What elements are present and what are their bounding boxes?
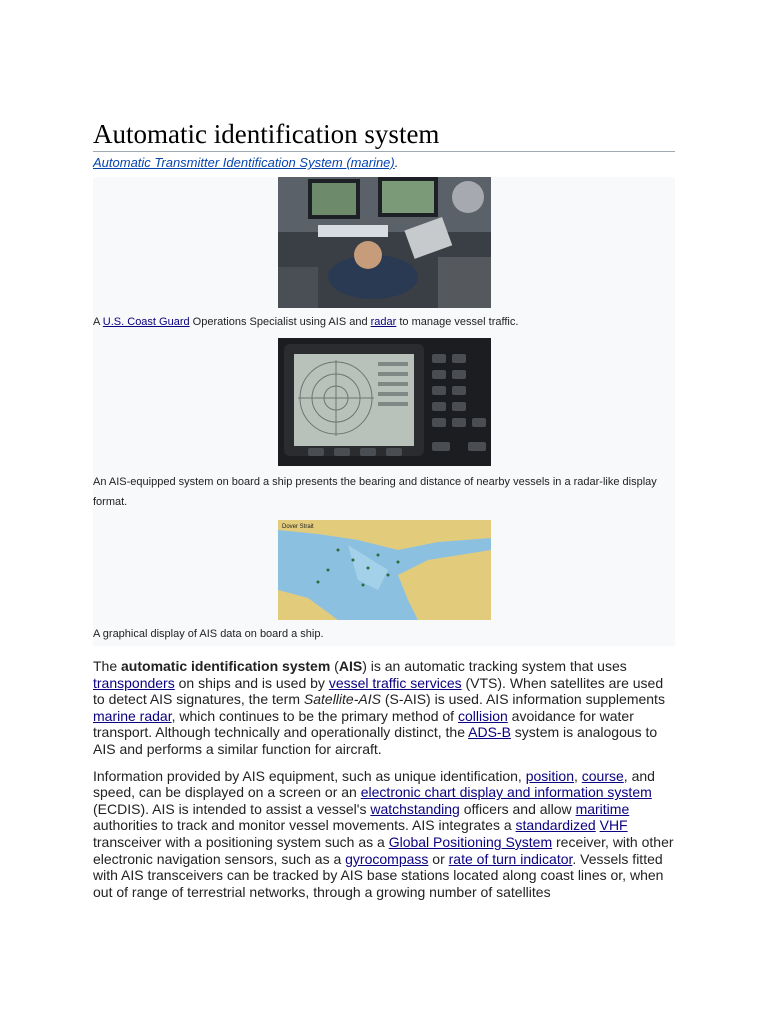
marine-radar-link[interactable]: marine radar	[93, 707, 172, 724]
gps-link[interactable]: Global Positioning System	[388, 833, 553, 850]
radar-link[interactable]: radar	[370, 316, 397, 328]
hatnote: Automatic Transmitter Identification System (marine).	[93, 155, 399, 170]
position-link[interactable]: position	[525, 767, 574, 784]
figure-gallery	[93, 177, 675, 646]
article	[93, 118, 675, 900]
collision-link[interactable]: collision	[457, 707, 508, 724]
ads-b-link[interactable]: ADS-B	[468, 724, 511, 741]
course-link[interactable]: course	[581, 767, 624, 784]
hatnote-link[interactable]: Automatic Transmitter Identification System (marine)	[93, 155, 395, 170]
gyrocompass-link[interactable]: gyrocompass	[345, 850, 429, 867]
figure-ais-chart	[93, 520, 675, 644]
watchstanding-link[interactable]: watchstanding	[370, 800, 460, 817]
uscg-operations-photo[interactable]	[278, 177, 491, 308]
figure-caption: A graphical display of AIS data on board a ship.	[93, 628, 324, 640]
paragraph-info: Information provided by AIS equipment, such as unique identification, position, course, and speed, can be displayed on a screen or an electronic chart display and information system (ECDIS). AIS is intended to assist a vessel's watchstanding officers and allow maritime authorities to track and monitor vessel movements. AIS integrates a standardized VHF transceiver with a positioning system such as a Global Positioning System receiver, with other electronic navigation sensors, such as a gyrocompass or rate of turn indicator. Vessels fitted with AIS transceivers can be tracked by AIS base stations located along coast lines or, when out of range of terrestrial networks, through a growing number of satellites	[93, 767, 674, 900]
figure-caption: An AIS-equipped system on board a ship presents the bearing and distance of nearby vessels in a radar-like display format.	[93, 476, 657, 508]
standardized-link[interactable]: standardized	[515, 817, 596, 834]
page-title: Automatic identification system	[93, 118, 675, 152]
ais-chart-map[interactable]	[278, 520, 491, 620]
figure-uscg	[93, 177, 675, 332]
rate-of-turn-link[interactable]: rate of turn indicator	[448, 850, 573, 867]
ais-display-photo[interactable]	[278, 338, 491, 466]
svg-text:Dover Strait: Dover Strait	[281, 524, 314, 530]
transponders-link[interactable]: transponders	[93, 674, 175, 691]
ecdis-link[interactable]: electronic chart display and information system	[360, 784, 652, 801]
figure-ais-display	[93, 338, 675, 512]
figure-caption: A U.S. Coast Guard Operations Specialist using AIS and radar to manage vessel traffic.	[93, 316, 519, 328]
maritime-link[interactable]: maritime	[575, 800, 630, 817]
vhf-link[interactable]: VHF	[599, 817, 628, 834]
uscg-link[interactable]: U.S. Coast Guard	[102, 316, 190, 328]
vts-link[interactable]: vessel traffic services	[328, 674, 462, 691]
paragraph-intro: The automatic identification system (AIS) is an automatic tracking system that uses transponders on ships and is used by vessel traffic services (VTS). When satellites are used to detect AIS signatures, the term Satellite-AIS (S-AIS) is used. AIS information supplements marine radar, which continues to be the primary method of collision avoidance for water transport. Although technically and operationally distinct, the ADS-B system is analogous to AIS and performs a similar function for aircraft.	[93, 658, 665, 757]
